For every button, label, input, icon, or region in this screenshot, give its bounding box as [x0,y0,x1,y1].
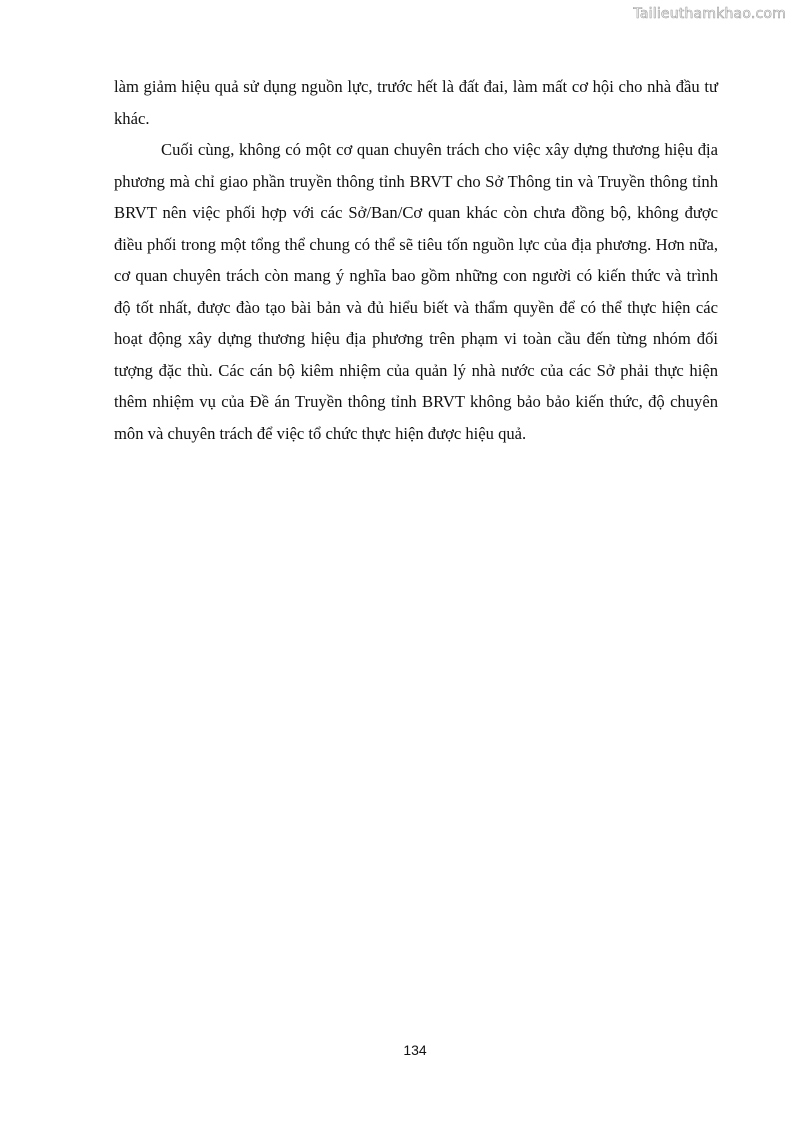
paragraph-body: Cuối cùng, không có một cơ quan chuyên trách cho việc xây dựng thương hiệu địa phương mà chỉ giao phần truyền thông tỉnh BRVT cho Sở Thông tin và Truyền thông tỉnh BRVT nên việc phối hợp với các Sở/Ban/Cơ quan khác còn chưa đồng bộ, không được điều phối trong một tổng thể chung có thể sẽ tiêu tốn nguồn lực của địa phương. Hơn nữa, cơ quan chuyên trách còn mang ý nghĩa bao gồm những con người có kiến thức và trình độ tốt nhất, được đào tạo bài bản và đủ hiểu biết và thẩm quyền để có thể thực hiện các hoạt động xây dựng thương hiệu địa phương trên phạm vi toàn cầu đến từng nhóm đối tượng đặc thù. Các cán bộ kiêm nhiệm của quản lý nhà nước của các Sở phải thực hiện thêm nhiệm vụ của Đề án Truyền thông tỉnh BRVT không bảo bảo kiến thức, độ chuyên môn và chuyên trách để việc tổ chức thực hiện được hiệu quả. [114,140,718,443]
page-number: 134 [403,1042,427,1058]
document-body [114,71,718,449]
paragraph-continuation: làm giảm hiệu quả sử dụng nguồn lực, trước hết là đất đai, làm mất cơ hội cho nhà đầu tư khác. [114,77,718,128]
watermark-text: Tailieuthamkhao.com [633,6,786,22]
